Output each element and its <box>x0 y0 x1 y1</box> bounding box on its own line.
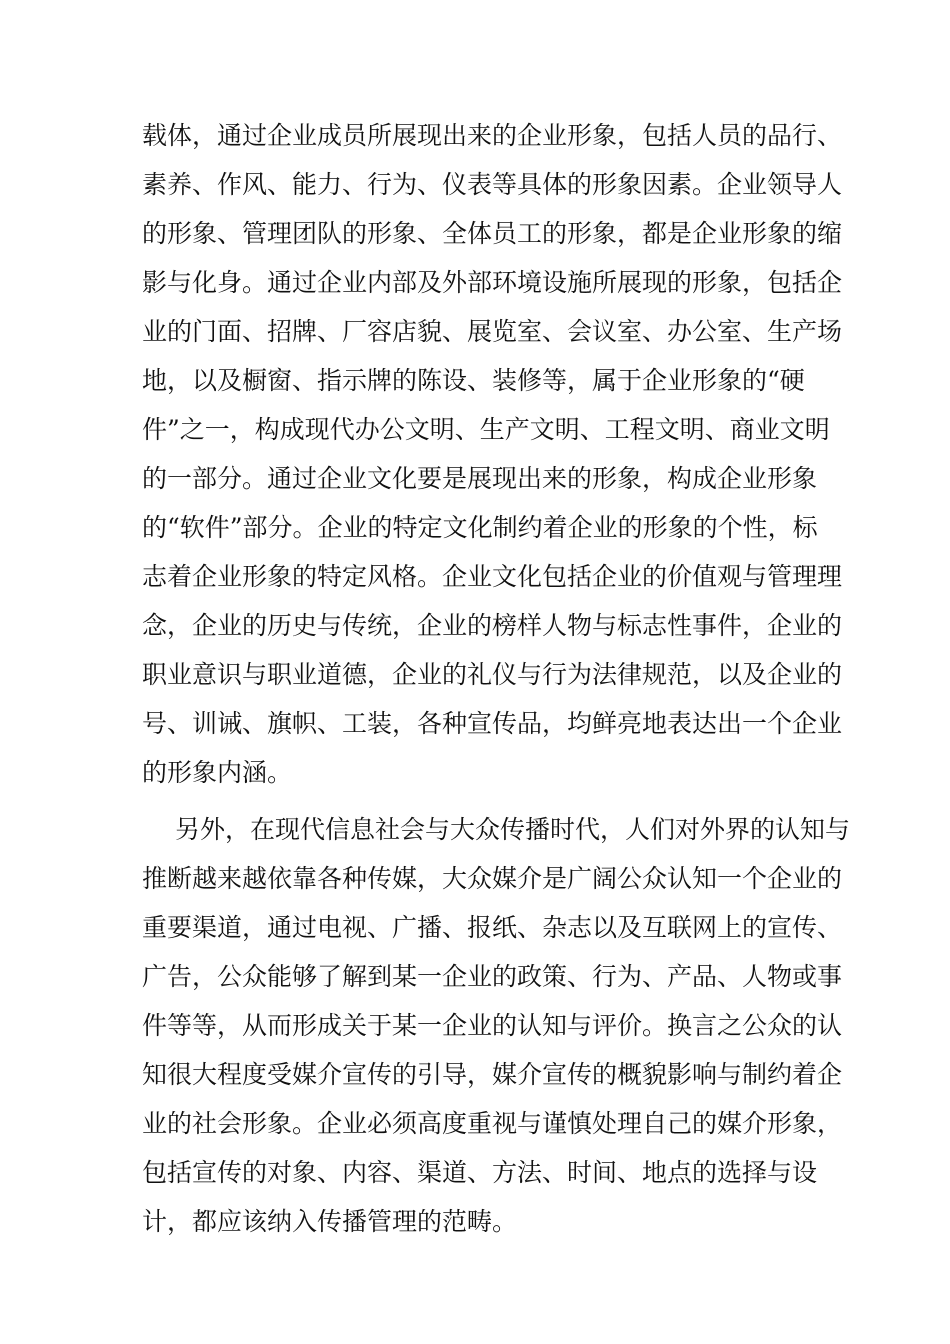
text-line: 重要渠道，通过电视、广播、报纸、杂志以及互联网上的宣传、 <box>142 913 843 942</box>
text-line: 号、训诫、旗帜、工装，各种宣传品，均鲜亮地表达出一个企业 <box>142 709 843 738</box>
text-line: 素养、作风、能力、行为、仪表等具体的形象因素。企业领导人 <box>142 170 843 199</box>
text-line: 广告，公众能够了解到某一企业的政策、行为、产品、人物或事 <box>142 962 843 991</box>
text-line: 计，都应该纳入传播管理的范畴。 <box>142 1207 518 1236</box>
text-line: 影与化身。通过企业内部及外部环境设施所展现的形象，包括企 <box>142 268 843 297</box>
text-line: 的“软件”部分。企业的特定文化制约着企业的形象的个性，标 <box>142 513 818 542</box>
text-line: 载体，通过企业成员所展现出来的企业形象，包括人员的品行、 <box>142 121 843 150</box>
text-line: 的形象、管理团队的形象、全体员工的形象，都是企业形象的缩 <box>142 219 843 248</box>
text-line: 职业意识与职业道德，企业的礼仪与行为法律规范，以及企业的 <box>142 660 843 689</box>
text-line: 念，企业的历史与传统，企业的榜样人物与标志性事件，企业的 <box>142 611 843 640</box>
text-line: 件”之一，构成现代办公文明、生产文明、工程文明、商业文明 <box>142 415 830 444</box>
text-line: 的一部分。通过企业文化要是展现出来的形象，构成企业形象 <box>142 464 818 493</box>
text-line: 件等等，从而形成关于某一企业的认知与评价。换言之公众的认 <box>142 1011 843 1040</box>
text-line: 推断越来越依靠各种传媒，大众媒介是广阔公众认知一个企业的 <box>142 864 843 893</box>
text-line: 业的社会形象。企业必须高度重视与谨慎处理自己的媒介形象， <box>142 1109 843 1138</box>
text-line: 地，以及橱窗、指示牌的陈设、装修等，属于企业形象的“硬 <box>142 366 805 395</box>
text-line: 志着企业形象的特定风格。企业文化包括企业的价值观与管理理 <box>142 562 843 591</box>
text-line: 的形象内涵。 <box>142 758 293 787</box>
text-line: 包括宣传的对象、内容、渠道、方法、时间、地点的选择与设 <box>142 1158 818 1187</box>
text-line: 知很大程度受媒介宣传的引导，媒介宣传的概貌影响与制约着企 <box>142 1060 843 1089</box>
text-line: 业的门面、招牌、厂容店貌、展览室、会议室、办公室、生产场 <box>142 317 843 346</box>
paragraph-first-line: 另外，在现代信息社会与大众传播时代，人们对外界的认知与 <box>175 815 851 844</box>
